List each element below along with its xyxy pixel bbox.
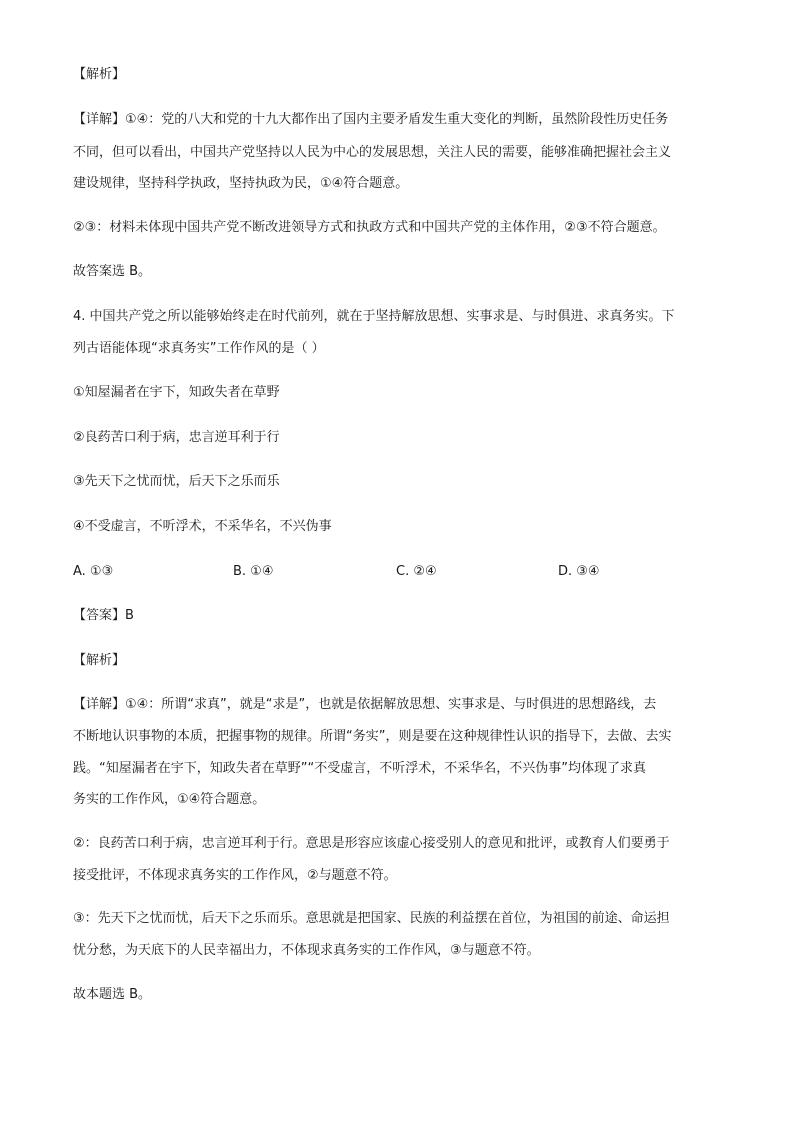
conclusion-text: 故本题选 B。 — [73, 987, 152, 1002]
detail-line: 【详解】①④：所谓“求真”，就是“求是”，也就是依据解放思想、实事求是、与时俱进的思想路线，去 — [73, 697, 657, 712]
choice-c: C. ②④ — [396, 564, 437, 579]
detail-line: 【详解】①④：党的八大和党的十九大都作出了国内主要矛盾发生重大变化的判断，虽然阶段性历史任务 — [73, 112, 669, 127]
statement-item: ②良药苦口利于病，忠言逆耳利于行 — [73, 430, 280, 445]
point-23-paragraph: ②③：材料未体现中国共产党不断改进领导方式和执政方式和中国共产党的主体作用，②③不符合题意。 — [73, 220, 666, 235]
choice-b: B. ①④ — [233, 564, 274, 579]
statement-item: ③先天下之忧而忧，后天下之乐而乐 — [73, 474, 280, 489]
point-3-line: 忧分愁，为天底下的人民幸福出力，不体现求真务实的工作作风，③与题意不符。 — [73, 943, 540, 958]
detail-line: 务实的工作作风，①④符合题意。 — [73, 792, 266, 807]
question-stem-line: 4. 中国共产党之所以能够始终走在时代前列，就在于坚持解放思想、实事求是、与时俱进、求真务实。下 — [73, 309, 675, 324]
statement-item: ④不受虚言，不听浮术，不采华名，不兴伪事 — [73, 519, 332, 534]
conclusion-text: 故答案选 B。 — [73, 264, 152, 279]
point-3-line: ③：先天下之忧而忧，后天下之乐而乐。意思就是把国家、民族的利益摆在首位，为祖国的前途、命运担 — [73, 911, 670, 926]
detail-line: 不断地认识事物的本质，把握事物的规律。所谓“务实”，则是要在这种规律性认识的指导下，去做、去实 — [73, 729, 672, 744]
detail-line: 不同，但可以看出，中国共产党坚持以人民为中心的发展思想，关注人民的需要，能够准确把握社会主义 — [73, 145, 672, 160]
point-2-line: ②：良药苦口利于病，忠言逆耳利于行。意思是形容应该虚心接受别人的意见和批评，或教育人们要勇于 — [73, 836, 670, 851]
detail-line: 践。“知屋漏者在宇下，知政失者在草野”“不受虚言，不听浮术，不采华名，不兴伪事”均体现了求真 — [73, 761, 646, 776]
analysis-heading: 【解析】 — [73, 653, 126, 668]
choice-d: D. ③④ — [558, 564, 600, 579]
question-stem-line: 列古语能体现“求真务实”工作作风的是（ ） — [73, 341, 325, 356]
answer-label: 【答案】B — [73, 608, 134, 623]
analysis-heading: 【解析】 — [73, 67, 126, 82]
statement-item: ①知屋漏者在宇下，知政失者在草野 — [73, 385, 280, 400]
point-2-line: 接受批评，不体现求真务实的工作作风，②与题意不符。 — [73, 868, 397, 883]
detail-line: 建设规律，坚持科学执政，坚持执政为民，①④符合题意。 — [73, 176, 409, 191]
choice-a: A. ①③ — [73, 564, 114, 579]
